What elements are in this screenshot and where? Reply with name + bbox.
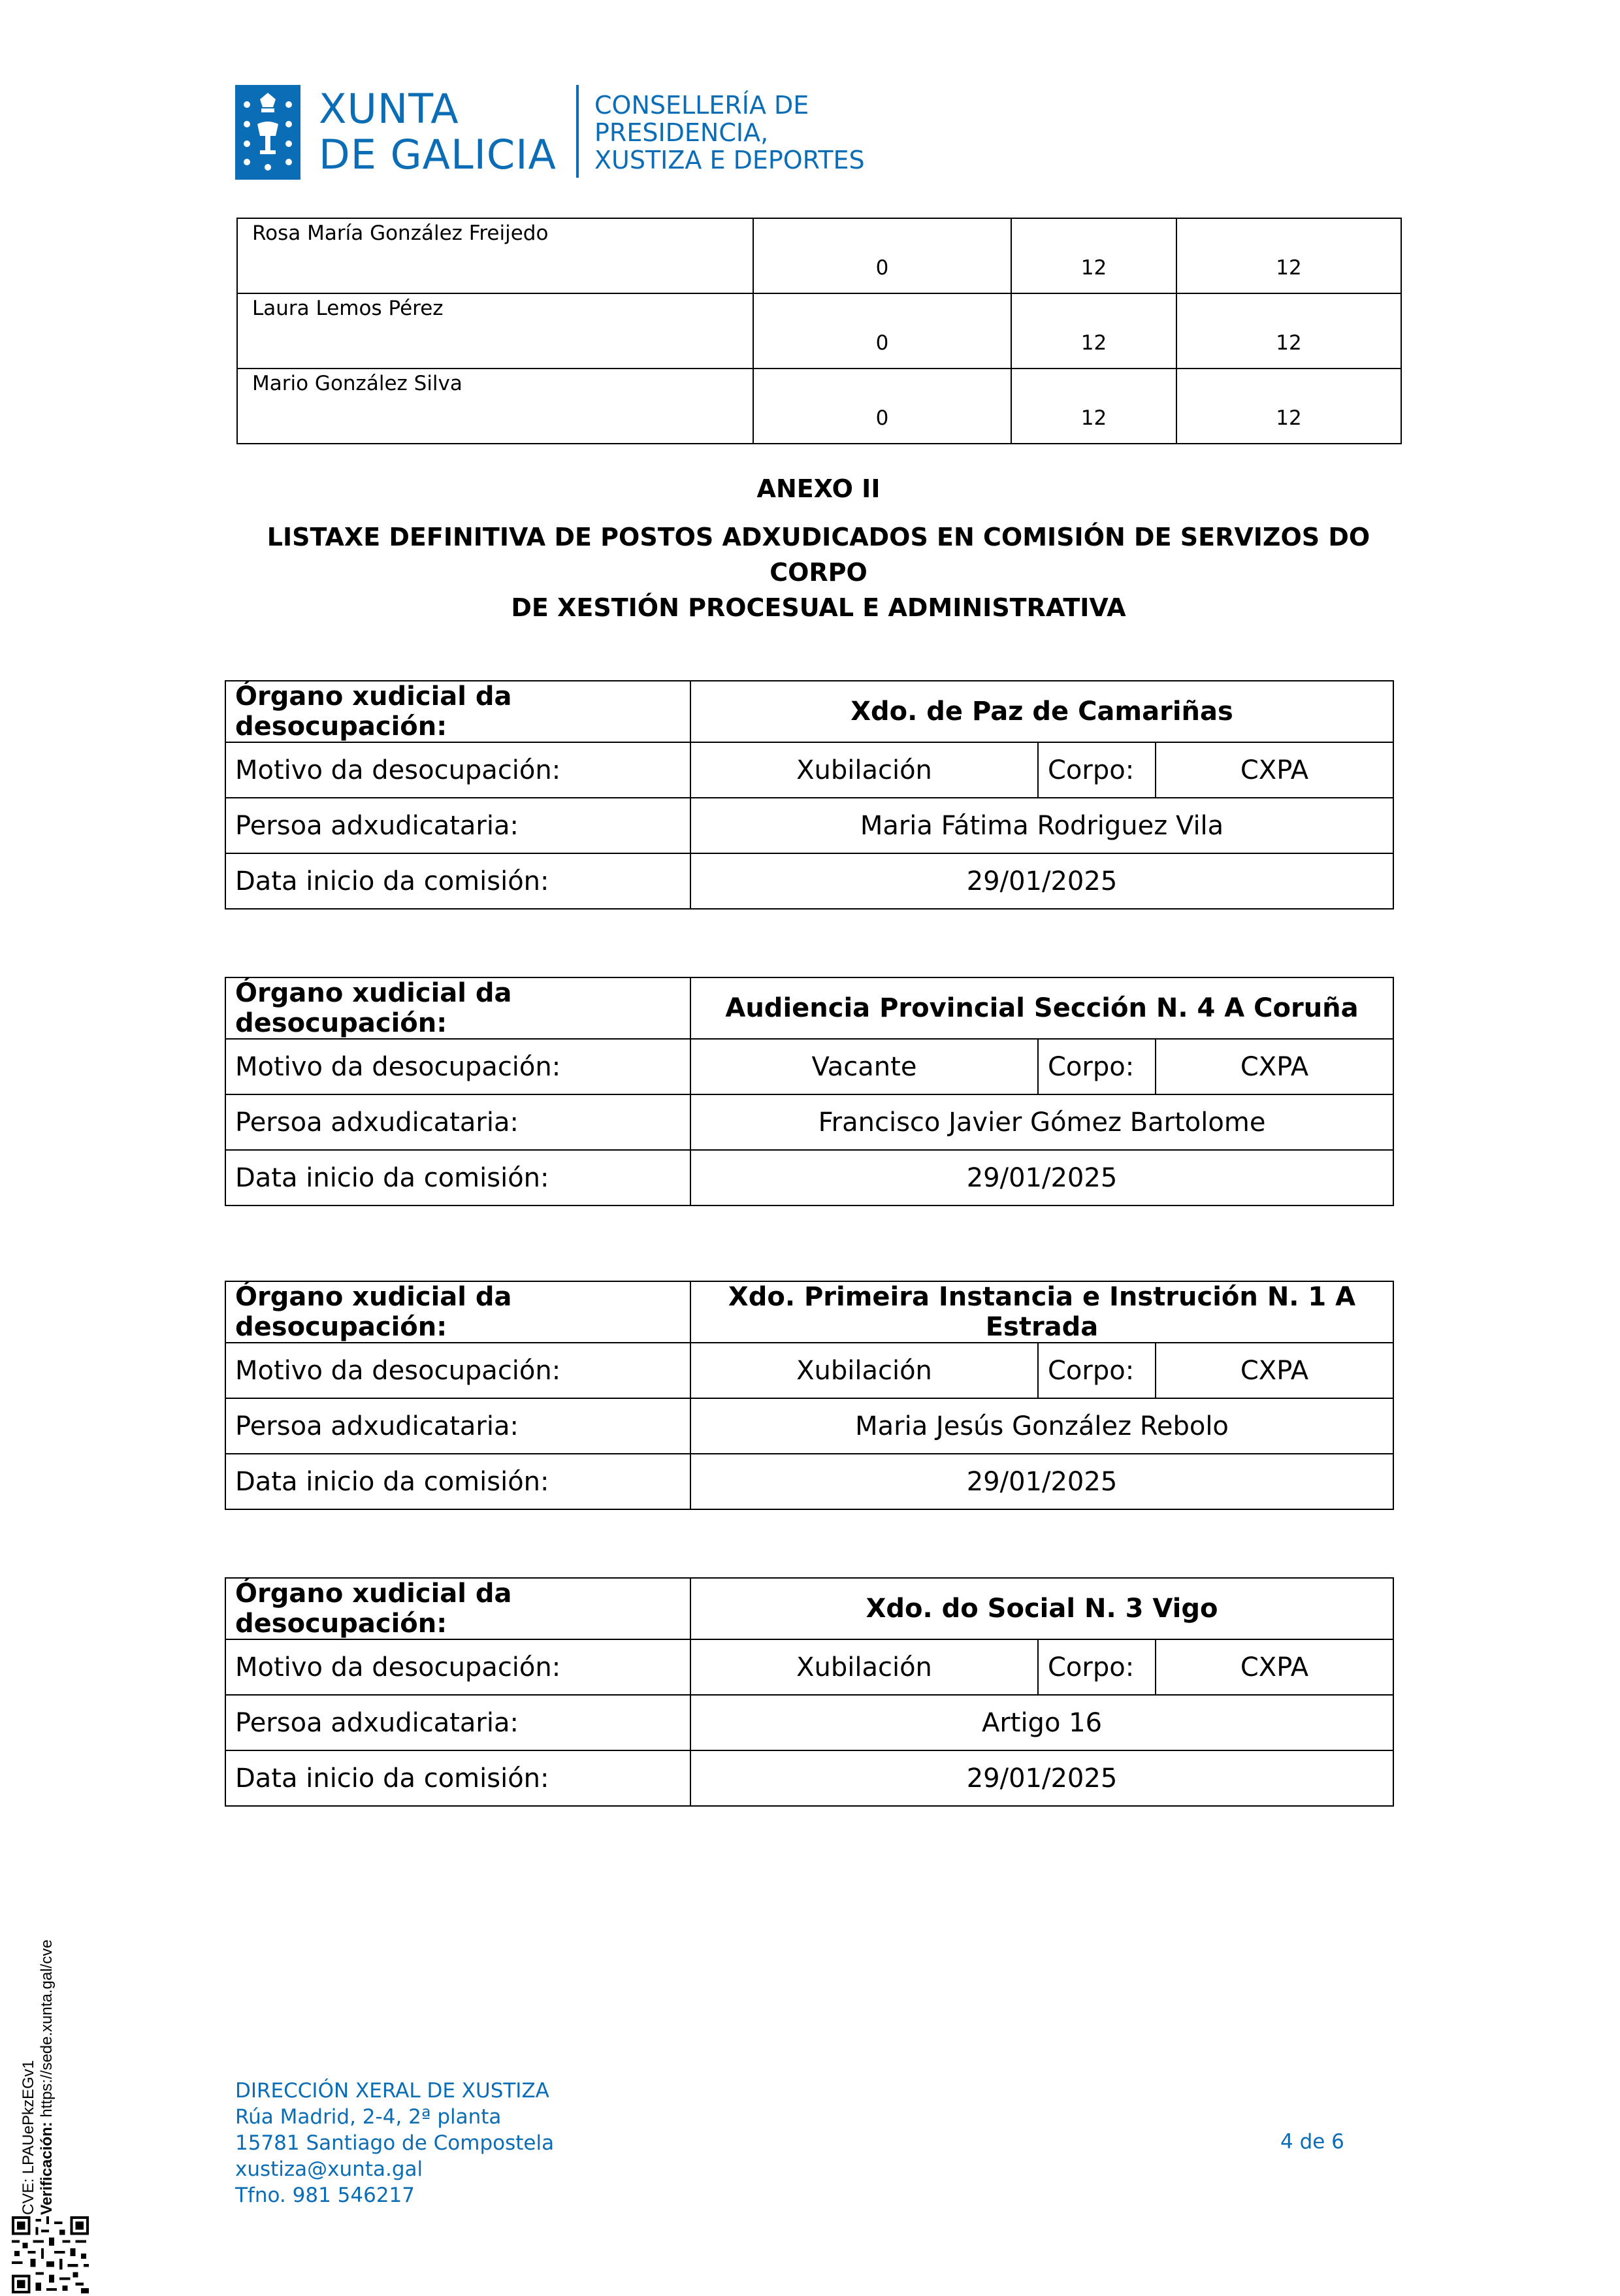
post-table — [225, 1577, 1394, 1807]
footer-email: xustiza@xunta.gal — [235, 2157, 423, 2181]
start-row — [225, 1454, 1393, 1509]
corps-value: CXPA — [1156, 742, 1393, 798]
reason-label: Motivo da desocupación: — [225, 742, 690, 798]
corps-label: Corpo: — [1038, 1639, 1156, 1695]
continued-results-table — [236, 218, 1402, 444]
person-value: Maria Fátima Rodriguez Vila — [690, 798, 1393, 853]
organ-row — [225, 1281, 1393, 1343]
value-cell: 12 — [1176, 218, 1401, 293]
reason-label: Motivo da desocupación: — [225, 1639, 690, 1695]
reason-row — [225, 742, 1393, 798]
value-cell: 12 — [1176, 369, 1401, 444]
person-label: Persoa adxudicataria: — [225, 1695, 690, 1750]
verification-line — [38, 1939, 56, 2215]
post-table — [225, 1281, 1394, 1510]
person-label: Persoa adxudicataria: — [225, 798, 690, 853]
value-cell: 0 — [753, 369, 1011, 444]
reason-value: Xubilación — [690, 1639, 1038, 1695]
start-label: Data inicio da comisión: — [225, 1750, 690, 1806]
corps-label: Corpo: — [1038, 1039, 1156, 1094]
annex-subtitle — [236, 519, 1401, 625]
organ-label: Órgano xudicial da desocupación: — [225, 681, 690, 742]
start-row — [225, 853, 1393, 909]
corps-label: Corpo: — [1038, 742, 1156, 798]
reason-value: Xubilación — [690, 1343, 1038, 1398]
start-value: 29/01/2025 — [690, 1750, 1393, 1806]
person-value: Maria Jesús González Rebolo — [690, 1398, 1393, 1454]
post-table — [225, 977, 1394, 1206]
verification-label: Verificación: — [38, 2122, 56, 2215]
footer-line1: DIRECCIÓN XERAL DE XUSTIZA — [235, 2079, 549, 2103]
department-name — [594, 91, 865, 174]
reason-label: Motivo da desocupación: — [225, 1039, 690, 1094]
reason-label: Motivo da desocupación: — [225, 1343, 690, 1398]
corps-label: Corpo: — [1038, 1343, 1156, 1398]
organ-row — [225, 1578, 1393, 1639]
brand-line1: XUNTA — [319, 85, 459, 133]
table-row — [237, 369, 1401, 444]
start-value: 29/01/2025 — [690, 853, 1393, 909]
annex-subtitle-line1: LISTAXE DEFINITIVA DE POSTOS ADXUDICADOS EN COMISIÓN DE SERVIZOS DO CORPO — [267, 523, 1370, 587]
table-row — [237, 293, 1401, 369]
reason-row — [225, 1639, 1393, 1695]
footer-line2: Rúa Madrid, 2-4, 2ª planta — [235, 2105, 502, 2129]
start-row — [225, 1150, 1393, 1205]
footer-address — [235, 2078, 554, 2208]
value-cell: 12 — [1011, 218, 1176, 293]
brand-line2: DE GALICIA — [319, 131, 557, 178]
start-value: 29/01/2025 — [690, 1150, 1393, 1205]
department-line2: PRESIDENCIA, — [594, 118, 769, 147]
person-value: Francisco Javier Gómez Bartolome — [690, 1094, 1393, 1150]
organ-value: Xdo. Primeira Instancia e Instrución N. 1 A Estrada — [690, 1281, 1393, 1343]
organ-value: Audiencia Provincial Sección N. 4 A Coruña — [690, 977, 1393, 1039]
verification-text — [20, 1939, 56, 2215]
department-line3: XUSTIZA E DEPORTES — [594, 146, 865, 174]
post-table — [225, 680, 1394, 910]
value-cell: 12 — [1011, 293, 1176, 369]
person-value: Artigo 16 — [690, 1695, 1393, 1750]
organ-value: Xdo. do Social N. 3 Vigo — [690, 1578, 1393, 1639]
person-row — [225, 1695, 1393, 1750]
person-row — [225, 798, 1393, 853]
value-cell: 12 — [1176, 293, 1401, 369]
person-row — [225, 1094, 1393, 1150]
corps-value: CXPA — [1156, 1039, 1393, 1094]
start-label: Data inicio da comisión: — [225, 853, 690, 909]
organ-label: Órgano xudicial da desocupación: — [225, 1578, 690, 1639]
value-cell: 12 — [1011, 369, 1176, 444]
person-label: Persoa adxudicataria: — [225, 1398, 690, 1454]
person-name-cell: Mario González Silva — [237, 369, 753, 444]
organ-value: Xdo. de Paz de Camariñas — [690, 681, 1393, 742]
corps-value: CXPA — [1156, 1343, 1393, 1398]
brand-name — [319, 86, 557, 178]
annex-title: ANEXO II — [756, 474, 881, 503]
corps-value: CXPA — [1156, 1639, 1393, 1695]
value-cell: 0 — [753, 218, 1011, 293]
logo-divider — [576, 85, 579, 178]
organ-label: Órgano xudicial da desocupación: — [225, 1281, 690, 1343]
start-label: Data inicio da comisión: — [225, 1150, 690, 1205]
start-label: Data inicio da comisión: — [225, 1454, 690, 1509]
department-line1: CONSELLERÍA DE — [594, 91, 809, 120]
qr-code-icon — [12, 2216, 89, 2293]
reason-row — [225, 1039, 1393, 1094]
person-name-cell: Rosa María González Freijedo — [237, 218, 753, 293]
verification-url: https://sede.xunta.gal/cve — [38, 1939, 56, 2118]
reason-row — [225, 1343, 1393, 1398]
reason-value: Xubilación — [690, 742, 1038, 798]
start-row — [225, 1750, 1393, 1806]
start-value: 29/01/2025 — [690, 1454, 1393, 1509]
person-label: Persoa adxudicataria: — [225, 1094, 690, 1150]
annex-subtitle-line2: DE XESTIÓN PROCESUAL E ADMINISTRATIVA — [511, 593, 1126, 622]
reason-value: Vacante — [690, 1039, 1038, 1094]
organ-row — [225, 977, 1393, 1039]
cve-code: CVE: LPAUePkzEGv1 — [20, 2060, 37, 2215]
footer-line3: 15781 Santiago de Compostela — [235, 2131, 555, 2155]
page-number: 4 de 6 — [1280, 2130, 1344, 2154]
person-row — [225, 1398, 1393, 1454]
person-name-cell: Laura Lemos Pérez — [237, 293, 753, 369]
organ-label: Órgano xudicial da desocupación: — [225, 977, 690, 1039]
xunta-emblem-icon — [235, 85, 300, 180]
footer-phone: Tfno. 981 546217 — [235, 2184, 415, 2207]
organ-row — [225, 681, 1393, 742]
table-row — [237, 218, 1401, 293]
value-cell: 0 — [753, 293, 1011, 369]
